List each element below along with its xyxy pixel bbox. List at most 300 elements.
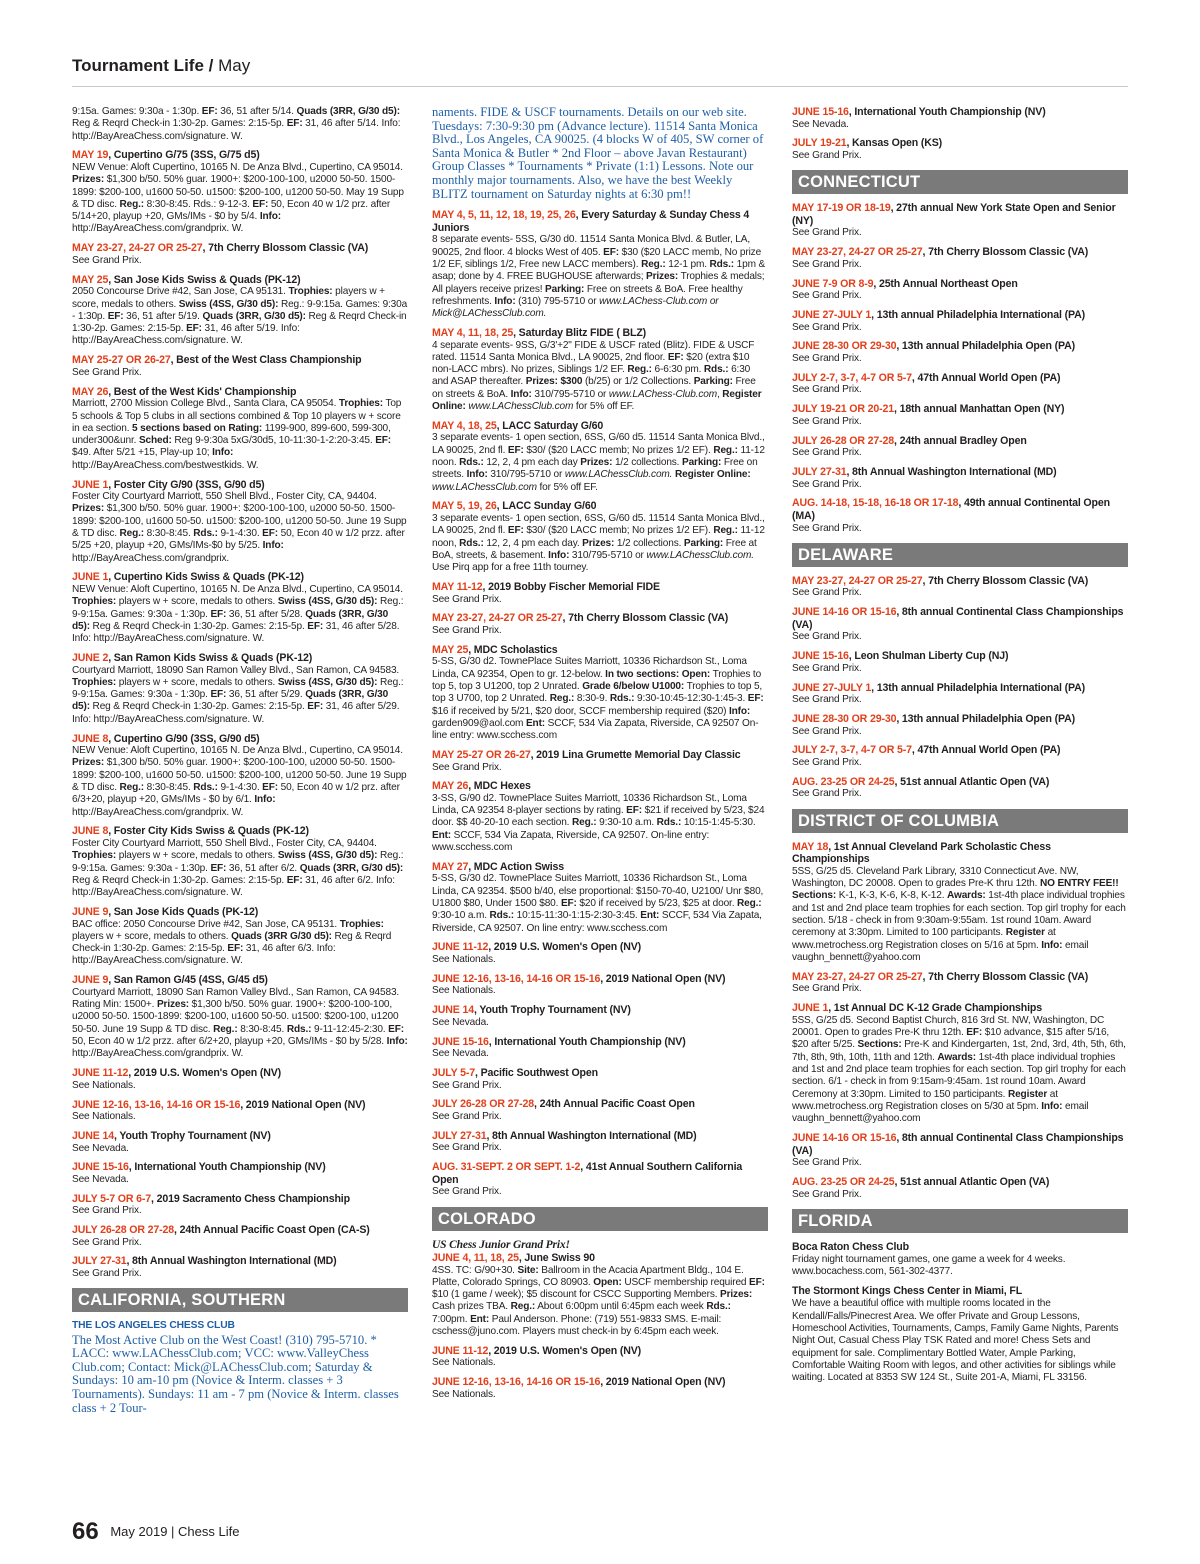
event-listing [72,1255,408,1280]
event-details: 2050 Concourse Drive #42, San Jose, CA 95131. Trophies: players w + score, medals to others. Swiss (4SS, G/30 d5): Reg.: 9-9:15a. Games: 9:30a - 1:30p. EF: 36, 51 after 5/19. Quads (3RR, G/30 d5): Reg & Reqrd Check-in 1:30-2p. Games: 2:15-5p. EF: 31, 46 after 5/19. Info: http://BayAreaChess.com/signature. W. [72,286,408,347]
event-date: JUNE 8 [72,732,109,745]
event-heading [72,386,408,399]
region-banner: FLORIDA [792,1209,1128,1233]
event-heading [432,941,768,954]
event-listing [792,372,1128,397]
event-heading [792,1176,1128,1189]
event-title: , San Jose Kids Quads (PK-12) [108,905,259,918]
event-date: JUNE 14 [72,1129,114,1142]
event-title: , LACC Saturday G/60 [496,419,604,432]
event-title: , June Swiss 90 [518,1251,595,1264]
event-title: , 41st Annual Southern California Open [432,1161,743,1186]
event-listing [432,1004,768,1029]
event-listing [72,1067,408,1092]
event-listing [72,974,408,1060]
event-listing [72,354,408,379]
event-listing [792,202,1128,239]
event-heading [432,973,768,986]
event-date: JUNE 1 [792,1002,829,1015]
club-list [792,1241,1128,1385]
event-details: Courtyard Marriott, 18090 San Ramon Valley Blvd., San Ramon, CA 94583. Rating Min: 1500+. Prizes: $1,300 b/50. 50% guar. 1900+: $200-100-100, u2000 50-50. 1500-1899: $200-100, u1600 50-50. u1500: $200-100, u1200 50-50. June 19 Supp & TD disc. Reg.: 8:30-8:45. Rds.: 9-11-12:45-2:30. EF: 50, Econ 40 w 1/2 przz. after 6/2+20, playup +20, GMs/IMs - $0 by 5/28. Info: http://BayAreaChess.com/grandprix. W. [72,986,408,1060]
event-details: We have a beautiful office with multiple rooms located in the Kendall/Falls/Pinecrest Area. We offer Private and Group Lessons, Homeschool Activities, Tournaments, Camps, Family Game Nights, Parents Night Out, Casual Chess Play TSK Rated and more! Chess Sets and equipment for sale. Complimentary Bottled Water, Ample Parking, Comfortable Waiting Room with legos, and other activities for siblings while waiting. Located at 8353 SW 124 St., Suite 201-A, Miami, FL 33156. [792,1298,1119,1384]
event-date: JUNE 15-16 [432,1035,489,1048]
event-heading [792,372,1128,385]
event-date: AUG. 23-25 OR 24-25 [792,775,895,788]
event-list [432,209,768,1199]
page-footer [72,1518,239,1546]
event-title: , 1st Annual Cleveland Park Scholastic Chess Championships [792,840,1051,866]
event-title: , 7th Cherry Blossom Classic (VA) [922,574,1089,587]
event-listing [792,650,1128,675]
event-listing [792,466,1128,491]
event-listing [792,682,1128,707]
event-details: 3 separate events- 1 open section, 6SS, G/60 d5. 11514 Santa Monica Blvd., LA 90025, 2nd fl. EF: $30/ ($20 LACC memb; No prizes 1/2 EF). Reg.: 11-12 noon. Rds.: 12, 2, 4 pm each day Prizes: 1/2 collections. Parking: Free on streets. Info: 310/795-5710 or www.LAChessClub.com. Register Online: www.LAChessClub.com for 5% off EF. [432,432,765,493]
event-date: JULY 2-7, 3-7, 4-7 OR 5-7 [792,744,912,757]
event-title: , 24th annual Bradley Open [893,434,1027,447]
event-heading [72,479,408,492]
event-date: JULY 19-21 OR 20-21 [792,403,894,416]
event-date: JUNE 15-16 [792,106,849,118]
event-listing [432,644,768,743]
event-date: MAY 25 [72,273,109,286]
event-heading [792,650,1128,663]
event-listing [792,137,1128,162]
event-date: JUNE 1 [72,571,109,584]
event-listing [792,744,1128,769]
event-heading [432,1345,768,1358]
event-list [792,841,1128,1201]
event-title: , 8th Annual Washington International (MD) [126,1255,337,1268]
event-title: , Pacific Southwest Open [474,1067,598,1080]
event-details: See Grand Prix. [72,254,142,266]
event-title: , 8th Annual Washington International (MD) [486,1129,697,1142]
event-details: See Nationals. [432,1357,496,1369]
event-heading [432,1004,768,1017]
event-details: See Grand Prix. [792,447,862,459]
event-title: , 2019 National Open (NV) [600,972,726,985]
event-title: , 2019 National Open (NV) [240,1098,366,1111]
section-title: Tournament Life [72,56,204,75]
event-date: AUG. 14-18, 15-18, 16-18 OR 17-18 [792,497,959,510]
event-title: , San Ramon Kids Swiss & Quads (PK-12) [108,651,313,664]
event-title: , 2019 National Open (NV) [600,1376,726,1389]
event-details: 5SS, G/25 d5. Cleveland Park Library, 3310 Connecticut Ave. NW, Washington, DC 20008. Open to grades Pre-K thru 12th. NO ENTRY FEE!! Sections: K-1, K-3, K-6, K-8, K-12. Awards: 1st-4th place individual trophies and 1st and 2nd place team trophies for each section. Top girl trophy for each section. 5/18 - check in from 9:30am-9:55am. 1st round 10am. Award ceremony at 3:30pm. Limited to 100 participants. Register at www.metrochess.org Registration closes on 5/16 at 5pm. Info: email vaughn_bennett@yahoo.com [792,865,1126,963]
region-banner: CALIFORNIA, SOUTHERN [72,1288,408,1312]
event-title: , 2019 U.S. Women's Open (NV) [488,1344,642,1357]
event-date: AUG. 31-SEPT. 2 OR SEPT. 1-2 [432,1161,581,1174]
event-date: JUNE 9 [72,974,109,987]
event-date: MAY 25-27 OR 26-27 [432,748,531,761]
event-date: JULY 19-21 [792,137,847,150]
event-listing [72,1224,408,1249]
event-details: NEW Venue: Aloft Cupertino, 10165 N. De Anza Blvd., Cupertino, CA 95014. Prizes: $1,300 b/50. 50% guar. 1900+: $200-100-100, u2000 50-50. 1500-1899: $200-100, u1600 50-50. u1500: $200-100, u1200 50-50. June 19 Supp & TD disc. Reg.: 8:30-8:45. Rds.: 9-1-4:30. EF: 50, Econ 40 w 1/2 prz. after 6/3+20, playup +20, GMs/IMs - $0 by 6/1. Info: http://BayAreaChess.com/grandprix. W. [72,745,407,818]
event-details: See Nationals. [432,985,496,997]
event-listing [72,733,408,819]
event-date: AUG. 23-25 OR 24-25 [792,1175,895,1188]
event-date: MAY 4, 11, 18, 25 [432,326,514,339]
event-title: , Kansas Open (KS) [846,137,943,150]
event-heading [72,274,408,287]
event-details: See Grand Prix. [72,1268,142,1280]
event-heading [72,906,408,919]
event-details: See Grand Prix. [792,587,862,599]
event-date: JUNE 14-16 OR 15-16 [792,606,897,619]
event-listing [432,780,768,854]
event-date: JUNE 11-12 [72,1067,129,1080]
page-header [72,56,250,76]
event-title: , International Youth Championship (NV) [848,106,1046,118]
event-heading [432,1161,768,1186]
event-details: Foster City Courtyard Marriott, 550 Shell Blvd., Foster City, CA, 94404. Trophies: players w + score, medals to others. Swiss (4SS, G/30 d5): Reg.: 9-9:15a. Games: 9:30a - 1:30p. EF: 36, 51 after 6/2. Quads (3RR, G/30 d5): Reg & Reqrd Check-in 1:30-2p. Games: 2:15-5p. EF: 31, 46 after 6/2. Info: http://BayAreaChess.com/signature. W. [72,838,404,899]
club-title: THE LOS ANGELES CHESS CLUB [72,1320,235,1332]
event-listing [72,386,408,472]
event-date: MAY 5, 19, 26 [432,500,497,513]
event-title: , Every Saturday & Sunday Chess 4 Juniors [432,209,750,234]
event-date: JULY 26-28 OR 27-28 [792,434,894,447]
event-details: 4 separate events- 9SS, G/3'+2" FIDE & USCF rated (Blitz). FIDE & USCF rated. 11514 Santa Monica Blvd., LA 90025, 2nd floor. EF: $20 (extra $10 non-LACC mbrs). No prizes, Siblings 1/2 EF. Reg.: 6-6:30 pm. Rds.: 6:30 and ASAP thereafter. Prizes: $300 (b/25) or 1/2 Collections. Parking: Free on streets & BoA. Info: 310/795-5710 or www.LAChess-Club.com, Register Online: www.LAChessClub.com for 5% off EF. [432,339,762,412]
event-date: MAY 18 [792,840,829,853]
event-list [72,106,408,1280]
event-date: JUNE 14-16 OR 15-16 [792,1131,897,1144]
event-details: See Grand Prix. [792,725,862,737]
event-heading [792,713,1128,726]
page-number: 66 [72,1518,99,1545]
event-heading [72,1193,408,1206]
header-separator: / [208,56,214,75]
event-heading [432,1252,768,1265]
event-listing [432,581,768,606]
event-details: See Grand Prix. [792,321,862,333]
event-listing [72,106,408,143]
column-2 [432,106,768,1408]
event-list [792,202,1128,535]
event-details: 5SS, G/25 d5. Second Baptist Church, 816 3rd St. NW, Washington, DC 20001. Open to grades Pre-K thru 12th. EF: $10 advance, $15 after 5/16, $20 after 5/25. Sections: Pre-K and Kindergarten, 1st, 2nd, 3rd, 4th, 5th, 6th, 7th, 8th, 9th, 10th, 11th and 12th. Awards: 1st-4th place individual trophies and 1st and 2nd place team trophies for each section. Top girl trophy for each section. 6/1 - check in from 9:15am-9:45am. 1st round 10am. Award Ceremony at 3:30pm. Limited to 150 participants. Register at www.metrochess.org Registration closes on 5/30 at 5pm. Info: email vaughn_bennett@yahoo.com [792,1014,1126,1125]
event-listing [792,340,1128,365]
event-details: 4SS. TC: G/90+30. Site: Ballroom in the Acacia Apartment Bldg., 104 E. Platte, Colorado Springs, CO 80903. Open: USCF membership required EF: $10 (1 game / week); $5 discount for CSCC Supporting Members. Prizes: Cash prizes TBA. Reg.: About 6:00pm until 6:45pm each week Rds.: 7:00pm. Ent: Paul Anderson. Phone: (719) 551-9833 SMS. E-mail: cschess@juno.com. Players must check-in by 6:45pm each week. [432,1264,765,1338]
event-heading [792,278,1128,291]
event-listing [792,278,1128,303]
event-details: Friday night tournament games, one game a week for 4 weeks. www.bocachess.com, 561-302-4377. [792,1254,1066,1278]
event-listing [792,575,1128,600]
event-listing [792,497,1128,534]
event-details: BAC office: 2050 Concourse Drive #42, San Jose, CA 95131. Trophies: players w + score, medals to others. Quads (3RR G/30 d5): Reg & Reqrd Check-in 1:30-2p. Games: 2:15-5p. EF: 31, 46 after 6/3. Info: http://BayAreaChess.com/signature. W. [72,918,392,967]
event-date: MAY 23-27, 24-27 OR 25-27 [792,246,923,259]
event-listing [432,1036,768,1061]
event-listing [72,1099,408,1124]
event-date: JUNE 12-16, 13-16, 14-16 OR 15-16 [72,1098,241,1111]
event-heading [792,497,1128,522]
event-listing [792,403,1128,428]
event-details: See Grand Prix. [792,1188,862,1200]
region-banner: COLORADO [432,1207,768,1231]
event-heading [792,776,1128,789]
event-date: MAY 23-27, 24-27 OR 25-27 [432,612,563,625]
event-title: , 1st Annual DC K-12 Grade Championships [828,1002,1042,1015]
event-heading [72,242,408,255]
event-details: See Grand Prix. [72,1205,142,1217]
event-heading [792,682,1128,695]
event-title: , 2019 Bobby Fischer Memorial FIDE [482,580,660,593]
event-date: MAY 25 [432,643,469,656]
event-date: JULY 5-7 [432,1067,475,1080]
event-title: , Cupertino G/90 (3SS, G/90 d5) [108,732,260,745]
event-title: , 7th Cherry Blossom Classic (VA) [922,970,1089,983]
event-listing [432,420,768,494]
event-details: 8 separate events- 5SS, G/30 d0. 11514 Santa Monica Blvd. & Butler, LA, 90025, 2nd floor. 4 blocks West of 405. EF: $30 ($20 LACC memb, No prize 1/2 EF, siblings 1/2, Free new LACC members). Reg.: 12-1 pm. Rds.: 1pm & asap; done by 4. FREE BUGHOUSE afterwards; Prizes: Trophies & medals; All players receive prizes! Parking: Free on streets & BoA. Free healthy refreshments. Info: (310) 795-5710 or www.LAChess-Club.com or Mick@LAChessClub.com. [432,234,766,320]
event-heading [432,420,768,433]
event-details: See Grand Prix. [792,662,862,674]
event-listing [792,841,1128,965]
event-details: See Nevada. [72,1142,129,1154]
event-listing [72,906,408,968]
event-date: MAY 4, 5, 11, 12, 18, 19, 25, 26 [432,209,576,222]
event-title: , 18th annual Manhattan Open (NY) [893,403,1065,416]
event-title: , Cupertino Kids Swiss & Quads (PK-12) [108,571,304,584]
event-heading [72,149,408,162]
club-name: The Stormont Kings Chess Center in Miami, FL [792,1285,1023,1298]
event-date: JUNE 14 [432,1004,474,1017]
event-listing [432,941,768,966]
event-title: , Youth Trophy Tournament (NV) [113,1129,271,1142]
event-date: MAY 17-19 OR 18-19 [792,202,891,215]
event-details: See Nationals. [432,1388,496,1400]
event-title: , 8th annual Continental Class Championships (VA) [792,606,1124,631]
event-title: , Best of the West Class Championship [170,354,362,367]
event-details: See Nevada. [72,1173,129,1185]
event-details: See Grand Prix. [432,624,502,636]
event-details: See Grand Prix. [72,366,142,378]
event-date: JUNE 8 [72,825,109,838]
event-listing [432,1252,768,1338]
event-heading [72,1130,408,1143]
event-date: JUNE 27-JULY 1 [792,309,872,322]
event-list [792,106,1128,162]
event-listing [72,1193,408,1218]
event-details: 3 separate events- 1 open section, 6SS, G/60 d5. 11514 Santa Monica Blvd., LA 90025, 2nd fl. EF: $30/ ($20 LACC memb; No prizes 1/2 EF). Reg.: 11-12 noon, Rds.: 12, 2, 4 pm each day. Prizes: 1/2 collections. Parking: Free at BoA, streets, & basement. Info: 310/795-5710 or www.LAChessClub.com. Use Pirq app for a free 11th tourney. [432,512,765,574]
event-details: 3-SS, G/90 d2. TownePlace Suites Marriott, 10336 Richardson St., Loma Linda, CA 92354 8-player sections by rating. EF: $21 if received by 5/23, $24 door. $$ 40-20-10 each section. Reg.: 9:30-10 a.m. Rds.: 10:15-1:45-5:30. Ent: SCCF, 534 Via Zapata, Riverside, CA 92507. On-line entry: www.scchess.com [432,792,765,854]
event-details: See Grand Prix. [792,1157,862,1169]
event-listing [72,242,408,267]
region-banner: DELAWARE [792,543,1128,567]
event-details: See Nationals. [72,1111,136,1123]
junior-grand-prix-label: US Chess Junior Grand Prix! [432,1238,570,1251]
event-date: JULY 27-31 [792,466,847,478]
event-heading [792,971,1128,984]
event-details: See Grand Prix. [432,593,502,605]
event-listing [792,1176,1128,1201]
event-heading [792,309,1128,322]
event-date: JUNE 12-16, 13-16, 14-16 OR 15-16 [432,972,601,985]
event-title: , 7th Cherry Blossom Classic (VA) [562,612,729,625]
event-title: , 25th Annual Northeast Open [873,277,1018,290]
event-title: , 13th annual Philadelphia Open (PA) [896,340,1075,353]
event-title: , International Youth Championship (NV) [128,1161,326,1174]
event-list [432,1252,768,1401]
event-details: See Grand Prix. [792,353,862,365]
event-heading [72,652,408,665]
event-details: Marriott, 2700 Mission College Blvd., Santa Clara, CA 95054. Trophies: Top 5 schools & Top 5 clubs in all sections combined & Top 10 players w + score in ea section. 5 sections based on Rating: 1199-900, 899-600, 599-300, under300&unr. Sched: Reg 9-9:30a 5xG/30d5, 10-11:30-1-2:20-3:45. EF: $49. After 5/21 +15, Play-up 10; Info: http://BayAreaChess.com/bestwestkids. W. [72,398,402,471]
event-date: MAY 23-27, 24-27 OR 25-27 [792,574,923,587]
event-listing [432,861,768,935]
event-listing [432,209,768,320]
event-title: , 2019 U.S. Women's Open (NV) [128,1067,282,1080]
event-details: See Grand Prix. [792,478,862,490]
event-listing [72,825,408,899]
event-date: JUNE 4, 11, 18, 25 [432,1251,519,1264]
event-details: See Grand Prix. [792,983,862,995]
event-details: See Grand Prix. [792,522,862,534]
event-heading [792,340,1128,353]
event-date: JULY 5-7 OR 6-7 [72,1192,152,1205]
event-date: JULY 27-31 [432,1129,487,1142]
event-listing [792,1002,1128,1125]
event-title: , MDC Hexes [468,780,531,793]
event-details: Courtyard Marriott, 18090 San Ramon Valley Blvd., San Ramon, CA 94583. Trophies: players w + score, medals to others. Swiss (4SS, G/30 d5): Reg.: 9-9:15a. Games: 9:30a - 1:30p. EF: 36, 51 after 5/29. Quads (3RR, G/30 d5): Reg & Reqrd Check-in 1:30-2p. Games: 2:15-5p. EF: 31, 46 after 5/29. Info: http://BayAreaChess.com/signature. W. [72,664,404,725]
event-title: , 13th annual Philadelphia International (PA) [871,681,1085,694]
event-date: JULY 2-7, 3-7, 4-7 OR 5-7 [792,371,912,384]
event-heading [432,749,768,762]
event-details: See Grand Prix. [792,149,862,161]
event-title: , 47th Annual World Open (PA) [911,744,1061,757]
event-listing [792,776,1128,801]
event-details: See Grand Prix. [792,694,862,706]
event-title: , 51st annual Atlantic Open (VA) [894,1175,1050,1188]
event-listing [432,973,768,998]
event-details: See Nevada. [432,1048,489,1060]
event-heading [432,780,768,793]
event-title: , 7th Cherry Blossom Classic (VA) [922,246,1089,259]
event-date: MAY 23-27, 24-27 OR 25-27 [792,970,923,983]
event-date: MAY 23-27, 24-27 OR 25-27 [72,242,203,255]
event-date: JULY 26-28 OR 27-28 [432,1098,534,1111]
event-heading [432,581,768,594]
header-rule [72,86,1128,87]
event-date: JUNE 15-16 [792,650,849,663]
event-details: See Grand Prix. [432,1142,502,1154]
event-date: MAY 11-12 [432,580,483,593]
event-listing [432,1376,768,1401]
event-title: , LACC Sunday G/60 [496,500,597,513]
event-date: MAY 25-27 OR 26-27 [72,354,171,367]
event-details: Foster City Courtyard Marriott, 550 Shell Blvd., Foster City, CA, 94404. Prizes: $1,300 b/50. 50% guar. 1900+: $200-100-100, u2000 50-50. 1500-1899: $200-100, u1600 50-50. u1500: $200-100, u1200 50-50. June 19 Supp & TD disc. Reg.: 8:30-8:45. Rds.: 9-1-4:30. EF: 50, Econ 40 w 1/2 przz. after 5/25 +20, playup +20, GMs/IMs-$0 by 5/25. Info: http://BayAreaChess.com/grandprix. [72,491,407,564]
event-title: , San Ramon G/45 (4SS, G/45 d5) [108,974,268,987]
event-date: JULY 26-28 OR 27-28 [72,1224,174,1237]
club-name: Boca Raton Chess Club [792,1240,909,1253]
event-heading [72,354,408,367]
event-title: , San Jose Kids Swiss & Quads (PK-12) [108,273,301,286]
event-heading [432,500,768,513]
event-heading [432,1036,768,1049]
event-heading [792,575,1128,588]
event-date: JUNE 28-30 OR 29-30 [792,713,897,726]
event-heading [72,1099,408,1112]
event-details: See Grand Prix. [792,757,862,769]
event-details: 9:15a. Games: 9:30a - 1:30p. EF: 36, 51 after 5/14. Quads (3RR, G/30 d5): Reg & Reqrd Check-in 1:30-2p. Games: 2:15-5p. EF: 31, 46 after 5/14. Info: http://BayAreaChess.com/signature. W. [72,106,401,142]
event-listing [432,500,768,574]
event-details: See Grand Prix. [792,227,862,239]
event-heading [432,612,768,625]
event-title: , Foster City Kids Swiss & Quads (PK-12) [108,825,309,838]
event-details: See Grand Prix. [792,788,862,800]
event-title: , Best of the West Kids' Championship [108,385,297,398]
event-heading [792,137,1128,150]
event-heading [792,466,1128,479]
event-title: , 2019 U.S. Women's Open (NV) [488,941,642,954]
event-listing [792,1285,1128,1384]
column-1 [72,106,408,1415]
event-details: See Grand Prix. [792,290,862,302]
event-title: , International Youth Championship (NV) [488,1035,686,1048]
event-listing [72,571,408,645]
event-heading [72,733,408,746]
event-details: See Nationals. [432,954,496,966]
event-date: MAY 4, 18, 25 [432,419,497,432]
event-date: JUNE 9 [72,905,109,918]
event-details: NEW Venue: Aloft Cupertino, 10165 N. De Anza Blvd., Cupertino, CA 95014. Trophies: players w + score, medals to others. Swiss (4SS, G/30 d5): Reg.: 9-9:15a. Games: 9:30a - 1:30p. EF: 36, 51 after 5/28. Quads (3RR, G/30 d5): Reg & Reqrd Check-in 1:30-2p. Games: 2:15-5p. EF: 31, 46 after 5/28. Info: http://BayAreaChess.com/signature. W. [72,583,404,645]
footer-text: May 2019 | Chess Life [110,1524,240,1539]
event-listing [432,749,768,774]
event-date: JUNE 1 [72,478,109,491]
event-listing [432,1161,768,1198]
event-listing [792,309,1128,334]
event-title: , Cupertino G/75 (3SS, G/75 d5) [108,149,260,162]
region-banner: DISTRICT OF COLUMBIA [792,809,1128,833]
event-listing [792,606,1128,643]
event-heading [72,1161,408,1174]
event-heading [72,974,408,987]
event-details: See Grand Prix. [792,415,862,427]
event-title: , 13th annual Philadelphia Open (PA) [896,713,1075,726]
column-3 [792,106,1128,1391]
event-heading [432,1067,768,1080]
event-listing [432,1345,768,1370]
event-title: , 47th Annual World Open (PA) [911,371,1061,384]
event-date: JUNE 11-12 [432,1344,489,1357]
event-listing [72,652,408,726]
event-listing [72,1130,408,1155]
event-title: , 2019 Lina Grumette Memorial Day Classic [530,748,741,761]
event-date: JUNE 28-30 OR 29-30 [792,340,897,353]
event-details: See Grand Prix. [432,1079,502,1091]
club-description-continued: naments. FIDE & USCF tournaments. Details on our web site. Tuesdays: 7:30-9:30 pm (Advance lecture). 11514 Santa Monica Blvd., Los Angeles, CA 90025. (4 blocks W of 405, SW corner of Santa Monica & Butler * 2nd Floor – above Javan Restaurant) Group Classes * Tournaments * Private (1:1) Lessons. Note our monthly major tournaments. Also, we have the best Weekly BLITZ tournament on Saturday nights at 6:30 pm!! [432,105,764,201]
event-date: JUNE 27-JULY 1 [792,681,872,694]
event-title: , 24th Annual Pacific Coast Open [533,1098,695,1111]
event-heading [72,1255,408,1268]
event-heading [432,644,768,657]
event-title: , 13th annual Philadelphia International (PA) [871,309,1085,322]
event-heading [72,1067,408,1080]
event-title: , 24th Annual Pacific Coast Open (CA-S) [173,1224,370,1237]
event-heading [792,1132,1128,1157]
event-heading [72,571,408,584]
event-heading [432,1098,768,1111]
event-date: JUNE 7-9 OR 8-9 [792,277,874,290]
event-details: See Nevada. [432,1016,489,1028]
event-details: 5-SS, G/30 d2. TownePlace Suites Marriott, 10336 Richardson St., Loma Linda, CA 92354. $500 b/40, else proportional: $150-70-40, U2100/ Unr $80, U1800 $80, Under 1500 $80. EF: $20 if received by 5/23, $25 at door. Reg.: 9:30-10 a.m. Rds.: 10:15-11:30-1:15-2:30-3:45. Ent: SCCF, 534 Via Zapata, Riverside, CA 92507. On line entry: www.scchess.com [432,873,764,934]
event-heading [792,202,1128,227]
event-details: See Grand Prix. [792,258,862,270]
event-title: , 8th Annual Washington International (MD) [846,466,1057,478]
event-details: See Grand Prix. [792,384,862,396]
event-details: 5-SS, G/30 d2. TownePlace Suites Marriott, 10336 Richardson St., Loma Linda, CA 92354, Open to gr. 12-below. In two sections: Open: Trophies to top 5, top 3 U1200, top 2 Unrated. Grade 6/below U1000: Trophies to top 5, top 3 U700, top 2 Unrated. Reg.: 8:30-9. Rds.: 9:30-10:45-12:30-1:45-3. EF: $16 if received by 5/21, $20 door, SCCF membership required ($20) Info: garden909@aol.com Ent: SCCF, 534 Via Zapata, Riverside, CA 92507 On-line entry: www.scchess.com [432,656,764,742]
event-date: MAY 26 [72,385,109,398]
event-details: See Grand Prix. [432,1111,502,1122]
event-details: See Grand Prix. [792,631,862,643]
event-title: , Leon Shulman Liberty Cup (NJ) [848,650,1009,663]
event-title: , Saturday Blitz FIDE ( BLZ) [513,326,647,339]
event-listing [432,1067,768,1092]
event-title: , 8th annual Continental Class Championships (VA) [792,1131,1124,1157]
